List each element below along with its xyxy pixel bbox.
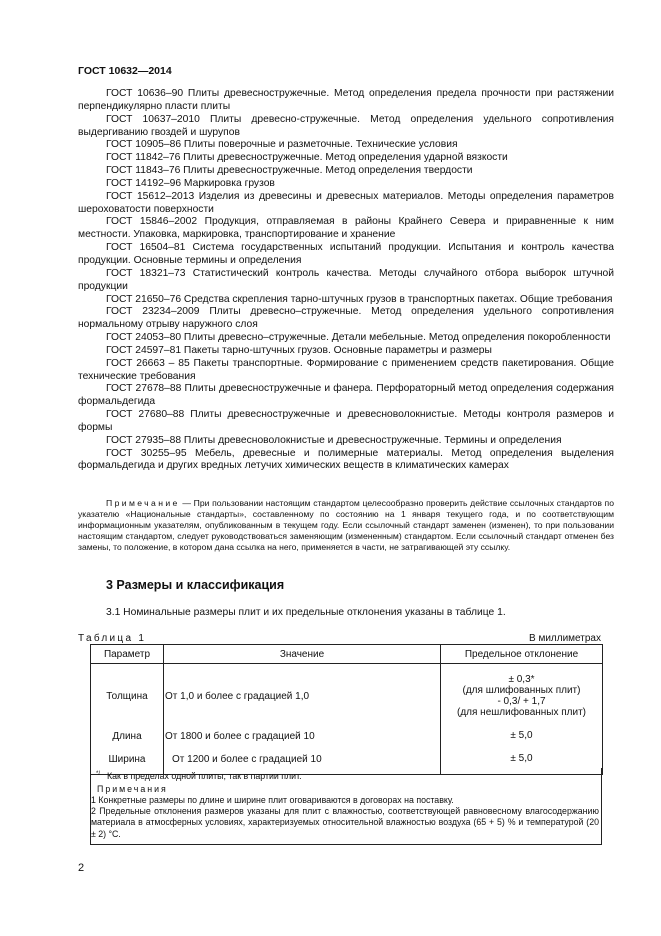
deviation-line: (для шлифованных плит) <box>462 684 581 696</box>
deviation-line: (для нешлифованных плит) <box>456 707 587 719</box>
note-text: — При пользовании настоящим стандартом целесообразно проверить действие ссылочных стандартов по указателю «Национальные стандарты», составленному по состоянию на 1 января текущего года, и по соответствующим информационным указателям, опубликованным в текущем году. Если ссылочный стандарт заменен (изменен), то при пользовании настоящим стандартом, следует руководствоваться заменяющим (измененным) стандартом. Если ссылочный стандарт отменен без замены, то положение, в котором дана ссылка на него, применяется в части, не затрагивающей эту ссылку. <box>78 498 614 553</box>
reference-item: ГОСТ 11843–76 Плиты древесностружечные. Метод определения твердости <box>106 165 473 177</box>
table-cell: От 1,0 и более с градацией 1,0 <box>164 664 441 725</box>
footnote-mark: */ <box>96 771 101 777</box>
table-note-item: 2 Предельные отклонения размеров указаны для плит с влажностью, соответствующей равновесному влагосодержанию материала в атмосферных условиях, характеризуемых относительной влажностью воздуха (65 + 5) % и температурой (20 ± 2) °С. <box>91 806 599 839</box>
table-notes-label: Примечания <box>97 784 168 794</box>
section-title: 3 Размеры и классификация <box>106 578 285 592</box>
table-units: В миллиметрах <box>529 633 601 644</box>
reference-item: ГОСТ 11842–76 Плиты древесностружечные. Метод определения ударной вязкости <box>106 152 508 164</box>
reference-item: ГОСТ 23234–2009 Плиты древесно–стружечные. Метод определения удельного сопротивления нормальному отрыву наружного слоя <box>78 306 614 331</box>
table-cell: Длина <box>91 724 164 748</box>
table-cell: От 1800 и более с градацией 10 <box>164 724 441 748</box>
table-footnote <box>96 771 302 781</box>
section-paragraph: 3.1 Номинальные размеры плит и их предельные отклонения указаны в таблице 1. <box>106 607 506 618</box>
reference-item: ГОСТ 24053–80 Плиты древесно–стружечные. Детали мебельные. Метод определения покоробленности <box>106 332 611 344</box>
table-row <box>91 724 603 748</box>
table-notes <box>91 795 599 840</box>
document-header: ГОСТ 10632—2014 <box>78 65 172 77</box>
reference-item: ГОСТ 10636–90 Плиты древесностружечные. Метод определения предела прочности при растяжении перпендикулярно пласти плиты <box>78 88 614 112</box>
reference-item: ГОСТ 18321–73 Статистический контроль качества. Методы случайного отбора выборок штучной продукции <box>78 267 614 292</box>
table-cell <box>441 664 603 725</box>
deviation-line: - 0,3/ + 1,7 <box>497 696 546 707</box>
reference-item: ГОСТ 27680–88 Плиты древесностружечные и древесноволокнистые. Методы контроля размеров и формы <box>78 409 614 433</box>
table-note-item: 1 Конкретные размеры по длине и ширине плит оговариваются в договорах на поставку. <box>91 795 454 805</box>
footnote-text: Как в пределах одной плиты, так в партии плит. <box>107 771 302 781</box>
table-cell: ± 5,0 <box>441 724 603 748</box>
column-header: Параметр <box>91 645 164 664</box>
reference-item: ГОСТ 30255–95 Мебель, древесные и полимерные материалы. Метод определения выделения формальдегида и других вредных летучих химических веществ в климатических камерах <box>78 447 614 472</box>
table-caption: Таблица 1 <box>78 633 147 644</box>
deviation-line: ± 0,3* <box>508 673 535 685</box>
references-note <box>78 498 614 553</box>
reference-item: ГОСТ 14192–96 Маркировка грузов <box>106 177 275 189</box>
table-header-row <box>91 645 603 664</box>
reference-item: ГОСТ 21650–76 Средства скрепления тарно-штучных грузов в транспортных пакетах. Общие требования <box>106 293 613 305</box>
table-cell: От 1200 и более с градацией 10 <box>164 748 441 775</box>
page-number: 2 <box>78 862 85 874</box>
table-row <box>91 664 603 725</box>
reference-item: ГОСТ 26663 – 85 Пакеты транспортные. Формирование с применением средств пакетирования. Общие технические требования <box>78 357 614 382</box>
table-cell: Толщина <box>91 664 164 725</box>
reference-item: ГОСТ 24597–81 Пакеты тарно-штучных грузов. Основные параметры и размеры <box>106 344 492 356</box>
column-header: Значение <box>164 645 441 664</box>
table-cell: Ширина <box>91 748 164 775</box>
normative-references <box>78 88 614 473</box>
reference-item: ГОСТ 27678–88 Плиты древесностружечные и фанера. Перфораторный метод определения содержания формальдегида <box>78 383 614 408</box>
reference-item: ГОСТ 10637–2010 Плиты древесно-стружечные. Метод определения удельного сопротивления выдергиванию гвоздей и шурупов <box>78 113 614 138</box>
dimensions-table <box>90 644 603 775</box>
note-label: Примечание <box>106 498 180 508</box>
reference-item: ГОСТ 15612–2013 Изделия из древесины и древесных материалов. Методы определения параметров шероховатости поверхности <box>78 190 614 215</box>
reference-item: ГОСТ 27935–88 Плиты древесноволокнистые и древесностружечные. Термины и определения <box>106 434 562 446</box>
table-cell: ± 5,0 <box>441 748 603 775</box>
column-header: Предельное отклонение <box>441 645 603 664</box>
reference-item: ГОСТ 15846–2002 Продукция, отправляемая в районы Крайнего Севера и приравненные к ним местности. Упаковка, маркировка, транспортирование и хранение <box>78 216 614 241</box>
reference-item: ГОСТ 16504–81 Система государственных испытаний продукции. Испытания и контроль качества продукции. Основные термины и определения <box>78 242 614 266</box>
reference-item: ГОСТ 10905–86 Плиты поверочные и разметочные. Технические условия <box>106 139 458 151</box>
